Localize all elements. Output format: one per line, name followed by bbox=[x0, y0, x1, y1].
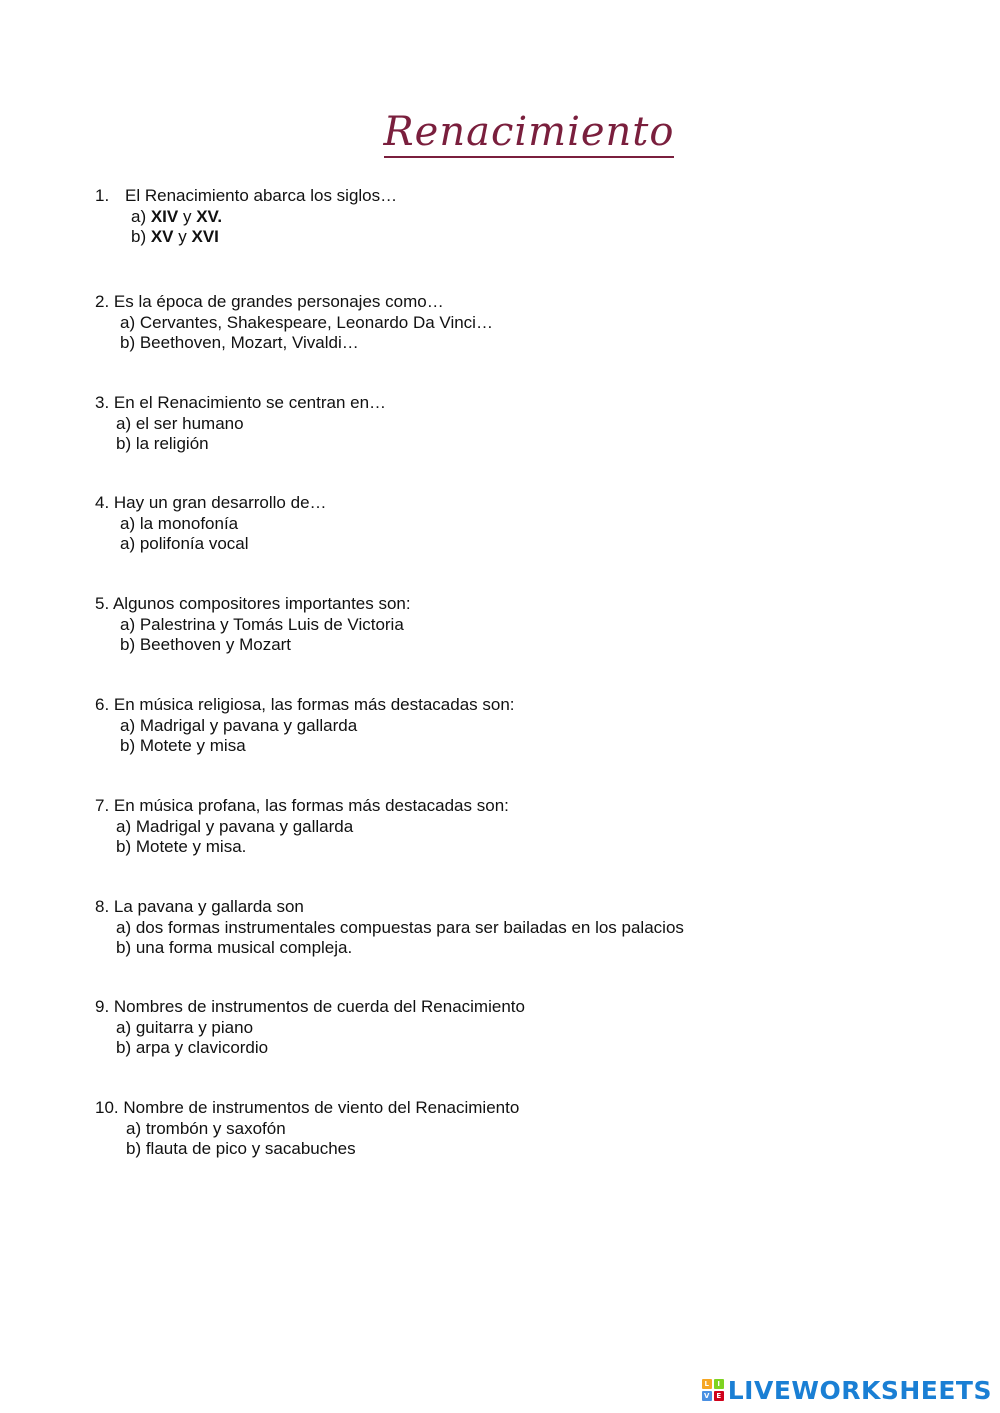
question-text: 10. Nombre de instrumentos de viento del Renacimiento bbox=[95, 1098, 520, 1117]
option-b: b) arpa y clavicordio bbox=[116, 1038, 269, 1057]
question-3 bbox=[95, 393, 386, 455]
question-number: 1. bbox=[95, 186, 110, 205]
question-2 bbox=[95, 292, 493, 354]
option-b: b) una forma musical compleja. bbox=[116, 938, 353, 957]
option-b: b) flauta de pico y sacabuches bbox=[126, 1139, 356, 1158]
option-bold: XIV bbox=[150, 206, 179, 226]
logo-tile-e: E bbox=[714, 1391, 724, 1401]
question-text bbox=[95, 186, 397, 207]
option-a: a) trombón y saxofón bbox=[126, 1118, 286, 1138]
option-joiner: y bbox=[173, 227, 192, 246]
option-b: a) polifonía vocal bbox=[120, 534, 249, 553]
question-text: 8. La pavana y gallarda son bbox=[95, 897, 304, 916]
option-a: a) la monofonía bbox=[120, 513, 239, 533]
option-b bbox=[95, 227, 397, 248]
logo-tiles bbox=[702, 1379, 724, 1401]
option-b: b) Beethoven, Mozart, Vivaldi… bbox=[120, 333, 359, 352]
question-5 bbox=[95, 594, 411, 656]
question-text: 6. En música religiosa, las formas más destacadas son: bbox=[95, 695, 515, 714]
question-1 bbox=[95, 186, 397, 248]
option-a: a) el ser humano bbox=[116, 413, 244, 433]
option-a: a) Madrigal y pavana y gallarda bbox=[120, 715, 358, 735]
question-6 bbox=[95, 695, 515, 757]
logo-tile-v: V bbox=[702, 1391, 712, 1401]
liveworksheets-logo bbox=[702, 1375, 992, 1405]
question-text: 7. En música profana, las formas más destacadas son: bbox=[95, 796, 509, 815]
question-4 bbox=[95, 493, 327, 555]
question-text: 2. Es la época de grandes personajes como… bbox=[95, 292, 444, 311]
option-a: a) guitarra y piano bbox=[116, 1017, 254, 1037]
question-text: 4. Hay un gran desarrollo de… bbox=[95, 493, 327, 512]
option-a: a) Madrigal y pavana y gallarda bbox=[116, 816, 354, 836]
question-9 bbox=[95, 997, 525, 1059]
option-a: a) Cervantes, Shakespeare, Leonardo Da Vinci… bbox=[120, 312, 493, 332]
question-8 bbox=[95, 897, 684, 959]
option-b: b) Motete y misa bbox=[120, 736, 246, 755]
option-bold: XVI bbox=[191, 227, 219, 246]
option-prefix: b) bbox=[131, 227, 151, 246]
option-bold: XV. bbox=[196, 206, 223, 226]
option-bold: XV bbox=[150, 227, 174, 246]
option-a bbox=[95, 207, 397, 228]
question-text: 3. En el Renacimiento se centran en… bbox=[95, 393, 387, 412]
question-text: 5. Algunos compositores importantes son: bbox=[95, 594, 411, 613]
question-label: El Renacimiento abarca los siglos… bbox=[125, 186, 398, 205]
logo-tile-l: L bbox=[702, 1379, 712, 1389]
question-7 bbox=[95, 796, 509, 858]
logo-text: LIVEWORKSHEETS bbox=[727, 1375, 992, 1405]
option-b: b) la religión bbox=[116, 434, 209, 453]
option-a: a) dos formas instrumentales compuestas para ser bailadas en los palacios bbox=[116, 917, 684, 937]
option-b: b) Beethoven y Mozart bbox=[120, 635, 292, 654]
option-prefix: a) bbox=[131, 206, 151, 226]
question-text: 9. Nombres de instrumentos de cuerda del Renacimiento bbox=[95, 997, 525, 1016]
logo-tile-i: I bbox=[714, 1379, 724, 1389]
option-joiner: y bbox=[178, 206, 197, 226]
title-container bbox=[0, 108, 1000, 158]
option-b: b) Motete y misa. bbox=[116, 837, 247, 856]
option-a: a) Palestrina y Tomás Luis de Victoria bbox=[120, 614, 404, 634]
question-10 bbox=[95, 1098, 519, 1160]
page-title: Renacimiento bbox=[384, 108, 675, 158]
